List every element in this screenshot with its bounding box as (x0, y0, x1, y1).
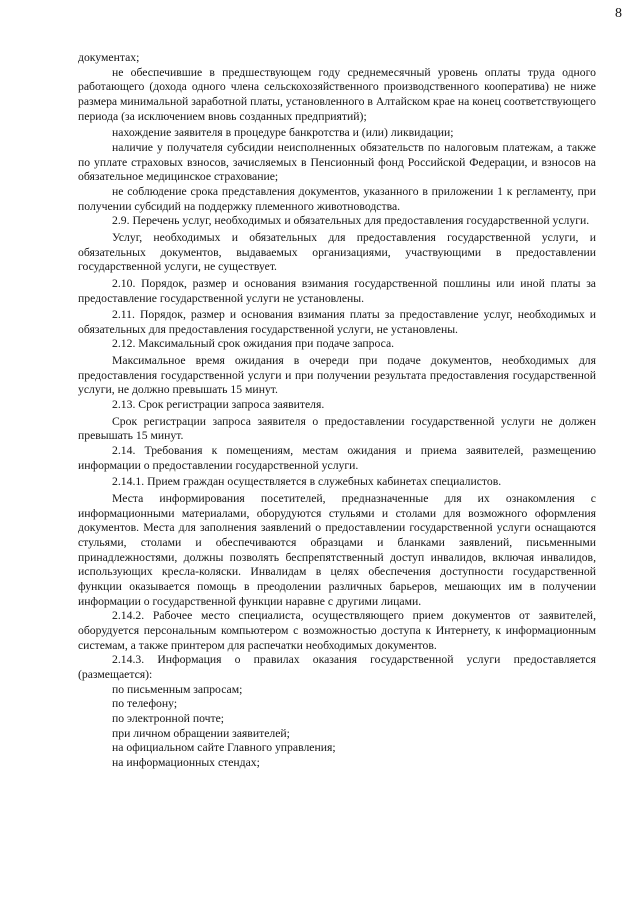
section-heading: 2.10. Порядок, размер и основания взимания государственной пошлины или иной платы за предоставление государственной услуги не установлены. (78, 276, 596, 305)
paragraph: документах; (78, 51, 140, 64)
section-heading: 2.12. Максимальный срок ожидания при подаче запроса. (112, 337, 395, 351)
info-channels-list (78, 683, 596, 771)
paragraph: Максимальное время ожидания в очереди при подаче документов, необходимых для предоставления государственной услуги и при получении результата предоставления государственной услуги, не должно превышать 15 минут. (78, 354, 596, 397)
paragraph: Услуг, необходимых и обязательных для предоставления государственной услуги, и обязательных документов, выдаваемых организациями, участвующими в предоставлении государственной услуги, не существует. (78, 230, 596, 274)
section-heading: 2.14.2. Рабочее место специалиста, осуществляющего прием документов от заявителей, оборудуется персональным компьютером с возможностью доступа к Интернету, к информационным системам, а также принтером для распечатки необходимых документов. (78, 609, 596, 652)
section-heading: 2.9. Перечень услуг, необходимых и обязательных для предоставления государственной услуги. (112, 214, 590, 228)
section-heading: 2.14. Требования к помещениям, местам ожидания и приема заявителей, размещению информации о предоставлении государственной услуги. (78, 444, 596, 472)
page-number: 8 (615, 6, 622, 21)
list-item: при личном обращении заявителей; (112, 726, 290, 740)
list-item: по письменным запросам; (112, 682, 243, 696)
section-heading: 2.14.3. Информация о правилах оказания государственной услуги предоставляется (размещается): (78, 653, 596, 681)
list-item: по электронной почте; (112, 711, 225, 725)
section-heading: 2.14.1. Прием граждан осуществляется в служебных кабинетах специалистов. (112, 475, 502, 489)
document-body (78, 51, 596, 771)
paragraph: Места информирования посетителей, предназначенные для их ознакомления с информационными материалами, оборудуются стульями и столами для возможного оформления документов. Места для заполнения заявлений о предоставлении государственной услуги оснащаются стульями, столами и обеспечиваются образцами и бланками заявлений, письменными принадлежностями, должны позволять беспрепятственный доступ инвалидов, включая инвалидов, использующих кресла-коляски. Инвалидам в целях обеспечения доступности государственной функции оказывается помощь в преодолении различных барьеров, мешающих им в получении информации о государственной функции наравне с другими лицами. (78, 492, 596, 608)
paragraph: не соблюдение срока представления документов, указанного в приложении 1 к регламенту, при получении субсидий на поддержку племенного животноводства. (78, 184, 596, 213)
list-item: на информационных стендах; (112, 755, 260, 769)
list-item: по телефону; (112, 697, 178, 711)
paragraph: не обеспечившие в предшествующем году среднемесячный уровень оплаты труда одного работающего (дохода одного члена сельскохозяйственного производственного кооператива) не ниже размера минимальной заработной платы, установленного в Алтайском крае на конец соответствующего периода (за исключением вновь созданных предприятий); (78, 65, 597, 123)
paragraph: нахождение заявителя в процедуре банкротства и (или) ликвидации; (112, 126, 454, 140)
list-item: на официальном сайте Главного управления; (112, 741, 336, 755)
paragraph: наличие у получателя субсидии неисполненных обязательств по налоговым платежам, а также по уплате страховых взносов, зачисляемых в Пенсионный фонд Российской Федерации, и взносов на обязательное медицинское страхование; (78, 140, 596, 184)
section-heading: 2.11. Порядок, размер и основания взимания платы за предоставление услуг, необходимых и обязательных для предоставления государственной услуги, не установлены. (78, 308, 596, 336)
paragraph: Срок регистрации запроса заявителя о предоставлении государственной услуги не должен превышать 15 минут. (78, 414, 596, 443)
section-heading: 2.13. Срок регистрации запроса заявителя. (112, 398, 325, 412)
